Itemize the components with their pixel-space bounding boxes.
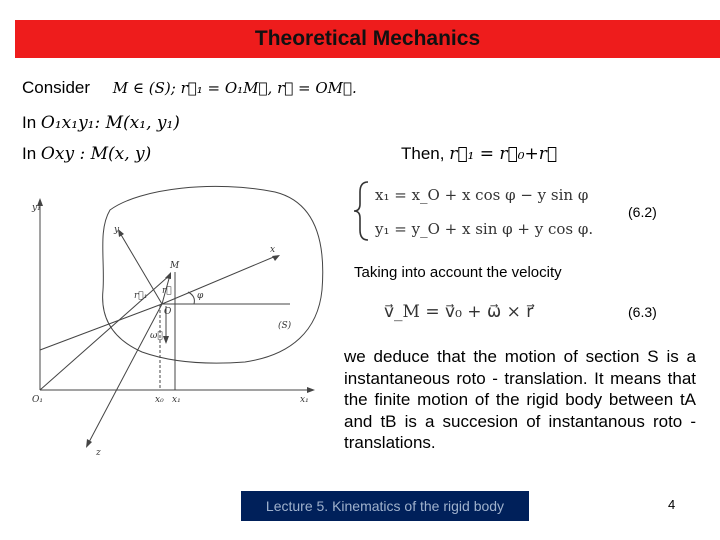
then-line [401, 144, 557, 164]
equation-6-2-tag: (6.2) [628, 204, 657, 220]
in-o1-line [22, 113, 180, 133]
consider-label: Consider [22, 78, 91, 97]
in-o1-math: O₁x₁y₁: M(x₁, y₁) [40, 113, 180, 133]
label-r: r⃗ [162, 286, 172, 296]
section-s-outline [103, 186, 323, 363]
footer-label: Lecture 5. Kinematics of the rigid body [265, 498, 505, 514]
label-x1-tick: x₁ [172, 395, 181, 405]
then-label: Then, [401, 144, 445, 163]
label-z: z [96, 448, 101, 458]
footer-lecture-label [241, 491, 529, 521]
in-o-line [22, 144, 151, 164]
in-o-math: Oxy : M(x, y) [40, 144, 152, 164]
label-y1: y₁ [32, 203, 41, 213]
velocity-equation: v⃗_M = v⃗₀ + ω⃗ × r⃗ [384, 302, 534, 322]
rigid-body-figure [30, 180, 330, 465]
equation-y1: y₁ = y_O + x sin φ + y cos φ. [375, 220, 594, 238]
label-o1: O₁ [32, 395, 43, 405]
label-x1-axis: x₁ [300, 395, 309, 405]
equation-6-3-tag: (6.3) [628, 304, 657, 320]
left-brace [352, 180, 372, 242]
then-math: r⃗₁ = r⃗₀+r⃗ [449, 144, 558, 164]
consider-line [22, 78, 357, 98]
label-y: y [114, 225, 120, 235]
label-m: M [170, 261, 180, 271]
page-title: Theoretical Mechanics [254, 27, 481, 50]
in-o1-label: In [22, 113, 37, 132]
label-s: (S) [278, 321, 292, 331]
label-r1: r⃗₁ [134, 291, 148, 301]
label-o: O [164, 307, 172, 317]
label-x: x [270, 245, 276, 255]
page-number: 4 [668, 497, 676, 512]
conclusion-paragraph: we deduce that the motion of section S is a instantaneous roto - translation. It means that the finite motion of the rigid body between tA and tB is a succesion of instantanous roto - translations. [344, 347, 696, 452]
in-o-label: In [22, 144, 37, 163]
z-axis [88, 304, 162, 444]
title-bar [15, 20, 720, 58]
label-x0-tick: x₀ [155, 395, 164, 405]
consider-math: M ∈ (S); r⃗₁ = O₁M⃗, r⃗ = OM⃗. [112, 79, 357, 97]
label-phi: φ [197, 291, 204, 301]
velocity-intro: Taking into account the velocity [354, 264, 562, 281]
equation-x1: x₁ = x_O + x cos φ − y sin φ [375, 186, 589, 204]
label-omega: ω⃗ [150, 331, 163, 341]
